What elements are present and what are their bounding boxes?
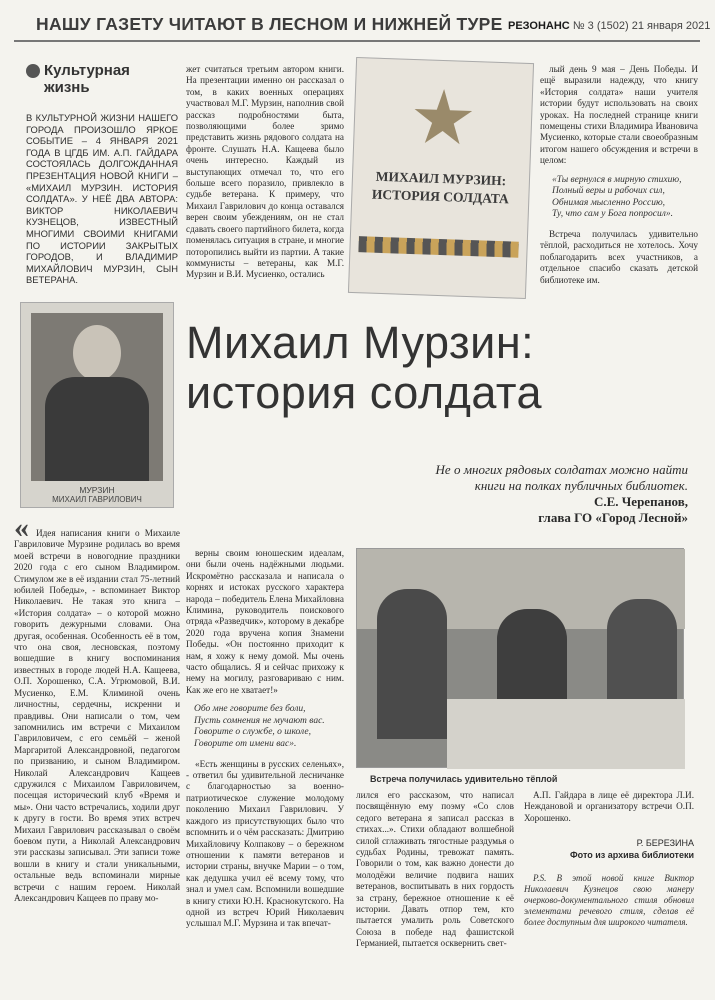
brand-name: РЕЗОНАНС: [508, 20, 570, 32]
article-column-4-top: [540, 64, 698, 286]
poem-1-line: Полный веры и рабочих сил,: [552, 186, 665, 197]
col2-bottom-text: верны своим юношеским идеалам, они были очень надёжными людьми. Искромётно рассказала и написала о корнях и истоках русского характера народа – победитель Елена Михайловна Климина, руководитель поискового отряда «Разведчик», которому в декабре 2020 года вручена копия Знамени Победы. «Он постоянно приходит к нам, я хожу к нему домой. Мы очень часто общались. Я и сейчас прихожу к нему на могилу, разговариваю с ним. Как же его не хватает!»: [186, 548, 344, 695]
poem-2-line: Пусть сомнения не мучают вас.: [194, 715, 325, 726]
order-star-icon: [412, 88, 474, 150]
book-title-line1: МИХАИЛ МУРЗИН:: [375, 168, 507, 189]
signature-author: Р. БЕРЕЗИНА: [636, 838, 694, 849]
newspaper-header-issue: [508, 20, 710, 32]
meeting-photo: [356, 548, 684, 768]
signature-photo-credit: Фото из архива библиотеки: [570, 849, 694, 860]
photo-table: [447, 699, 685, 769]
col4-top-text: лый день 9 мая – День Победы. И ещё выразили надежду, что книгу «История солдата» наши учителя истории будут использовать на своих уроках. На последней странице книги помещены стихи Владимира Ивановича Мусиенко, которые стали своеобразным итогом нашего обсуждения и встречи в целом:: [540, 64, 698, 166]
poem-2-line: Говорите от имени вас».: [194, 739, 297, 750]
poem-2-line: Говорите о службе, о школе,: [194, 727, 312, 738]
col4-after-text: Встреча получилась удивительно тёплой, расходиться не хотелось. Хочу поблагодарить всех участников, а отдельное спасибо сказать детской библиотеке им.: [540, 229, 698, 285]
photo-caption: Встреча получилась удивительно тёплой: [370, 774, 558, 784]
ps-note: P.S. В этой новой книге Виктор Николаевич Кузнецов свою манеру очерково-документального стиля обновил элементами речевого стиля, сделав её более доступным для широкого читателя.: [524, 873, 694, 928]
article-column-4-bottom: [524, 790, 694, 928]
book-cover: [348, 57, 534, 299]
rubric-icon: [26, 64, 40, 78]
headline: [186, 318, 706, 418]
article-column-3-bottom: лился его рассказом, что написал посвящённую ему поэму «Со слов седого ветерана я записал рассказ в стихах...». Стихи обладают волшебной силой сглаживать тягостные раздумья о судьбах Родины, тревожат память. Говорили о том, как важно донести до молодёжи величие подвига наших ветеранов, воспитывать в них гордость за страну, бережное отношение к её истории. Давать отпор тем, кто пытается умалить роль Советского Союза в победе над фашистской Германией, пытается осквернить свет-: [356, 790, 514, 949]
epigraph: [360, 462, 688, 526]
st-george-ribbon: [358, 236, 518, 258]
poem-1-line: Ту, что сам у Бога попросил».: [552, 209, 673, 220]
epigraph-line1: Не о многих рядовых солдатах можно найти: [435, 462, 688, 477]
poem-2: [194, 704, 344, 750]
epigraph-author: С.Е. Черепанов,: [593, 494, 688, 509]
headline-line2: история солдата: [186, 367, 543, 418]
epigraph-line2: книги на полках публичных библиотек.: [474, 478, 688, 493]
portrait-photo: [31, 313, 163, 481]
portrait-face: [73, 325, 121, 381]
poem-1: [552, 175, 698, 221]
article-column-2-bottom: [186, 548, 344, 988]
portrait-jacket: [45, 377, 149, 481]
issue-info: № 3 (1502) 21 января 2021: [572, 20, 711, 32]
poem-1-line: Обнимая мысленно Россию,: [552, 197, 666, 208]
col1-bottom-text: Идея написания книги о Михаиле Гавриловиче Мурзине родилась во время моей встречи в новогодние праздники 2020 года с его сыном Владимиром. Стимулом же в её издании стал 75-летний юбилей Победы», - вспоминает Виктор Николаевич. Не такая это книга – «История солдата» – о которой можно говорить дежурными словами. Она другая, особенная. Особенность её в том, что она своя, лесновская, поэтому вошедшие в книгу воспоминания известных в городе людей Н.А. Кащеева, О.П. Хорошенко, С.А. Угрюмовой, В.И. Мусиенко, Е.М. Климиной очень личностны, сердечны, искренни и правдивы. Они написали о том, чем запомнились им встречи с Михаилом Гавриловичем, с его семьёй – женой Маргаритой Александровной, педагогом по призванию, и сыном Владимиром. Николай Александрович Кащеев сдружился с Михаилом Гавриловичем, посещая исторический клуб «Время и мы». Они часто встречались, ходили друг к другу в гости. Во время этих встреч Михаил Гаврилович рассказывал о своём боевом пути, а Николай Александрович эти рассказы записывал. Эти записи тоже вошли в книгу и стали уникальными, остальные ведь вспоминали мирные встречи с нашим героем. Николай Александрович Кащеев по праву мо-: [14, 528, 180, 903]
photo-person-left: [377, 589, 447, 739]
portrait-caption-surname: МУРЗИН: [79, 485, 115, 495]
poem-2-line: Обо мне говорите без боли,: [194, 704, 306, 715]
open-quote-mark: «: [14, 511, 29, 544]
poem-1-line: «Ты вернулся в мирную стихию,: [552, 174, 682, 185]
col4-bottom-text: А.П. Гайдара в лице её директора Л.И. Неждановой и организатору встречи О.П. Хорошенко.: [524, 790, 694, 823]
lead-paragraph: В КУЛЬТУРНОЙ ЖИЗНИ НАШЕГО ГОРОДА ПРОИЗОШЛО ЯРКОЕ СОБЫТИЕ – 4 ЯНВАРЯ 2021 ГОДА В ЦГДБ ИМ. А.П. ГАЙДАРА СОСТОЯЛАСЬ ДОЛГОЖДАННАЯ ПРЕЗЕНТАЦИЯ НОВОЙ КНИГИ – «МИХАИЛ МУРЗИН. ИСТОРИЯ СОЛДАТА». У НЕЁ ДВА АВТОРА: ВИКТОР НИКОЛАЕВИЧ КУЗНЕЦОВ, ИЗВЕСТНЫЙ МНОГИМИ СВОИМИ КНИГАМИ ПО ИСТОРИИ ЗАКРЫТЫХ ГОРОДОВ, И ВЛАДИМИР МИХАЙЛОВИЧ МУРЗИН, СЫН ВЕТЕРАНА.: [26, 112, 178, 286]
book-title-line2: ИСТОРИЯ СОЛДАТА: [371, 186, 510, 207]
header-rule: [14, 40, 700, 42]
headline-line1: Михаил Мурзин:: [186, 317, 535, 368]
article-column-1-bottom: [14, 511, 180, 990]
portrait-caption-name: МИХАИЛ ГАВРИЛОВИЧ: [52, 495, 142, 504]
newspaper-header-title: НАШУ ГАЗЕТУ ЧИТАЮТ В ЛЕСНОМ И НИЖНЕЙ ТУРЕ: [36, 14, 503, 34]
portrait-frame: [20, 302, 174, 508]
article-column-2-top: жет считаться третьим автором книги. На презентации именно он рассказал о том, в каких военных операциях участвовал М.Г. Мурзин, наполнив свой рассказ подробностями быта, позволяющими более зримо представить жизнь рядового солдата на фронте. Слушать Н.А. Кащеева было очень интересно. Каждый из выступающих отмечал то, что его больше всего поразило, привлекло в судьбе ветерана. К примеру, что Михаил Гаврилович до конца оставался верен своим убеждениям, он не стал сдавать своего партийного билета, когда поменялась ситуация в стране, и многие поторопились выйти из партии. А такие коммунисты – ветераны, как М.Г. Мурзин и В.И. Мусиенко, остались: [186, 64, 344, 280]
epigraph-role: глава ГО «Город Лесной»: [538, 510, 688, 525]
col2-end-text: «Есть женщины в русских селеньях», - ответил бы удивительной лесничанке с благодарностью за военно-патриотическое служение молодому поколению Михаил Гаврилович. У каждого из присутствующих было что вспомнить и о чём рассказать: Дмитрию Михайловичу Колпакову – о бережном отношении к памяти ветеранов и истории страны, внучке Марии – о том, как дедушка учил её всему тому, что знал и умел сам. Вспомнили вошедшие в книгу стихи Ю.Н. Краснокутского. На одной из встреч Юрий Николаевич услышал М.Г. Мурзина и так впечат-: [186, 758, 345, 929]
rubric-title: Культурная жизнь: [44, 62, 130, 96]
